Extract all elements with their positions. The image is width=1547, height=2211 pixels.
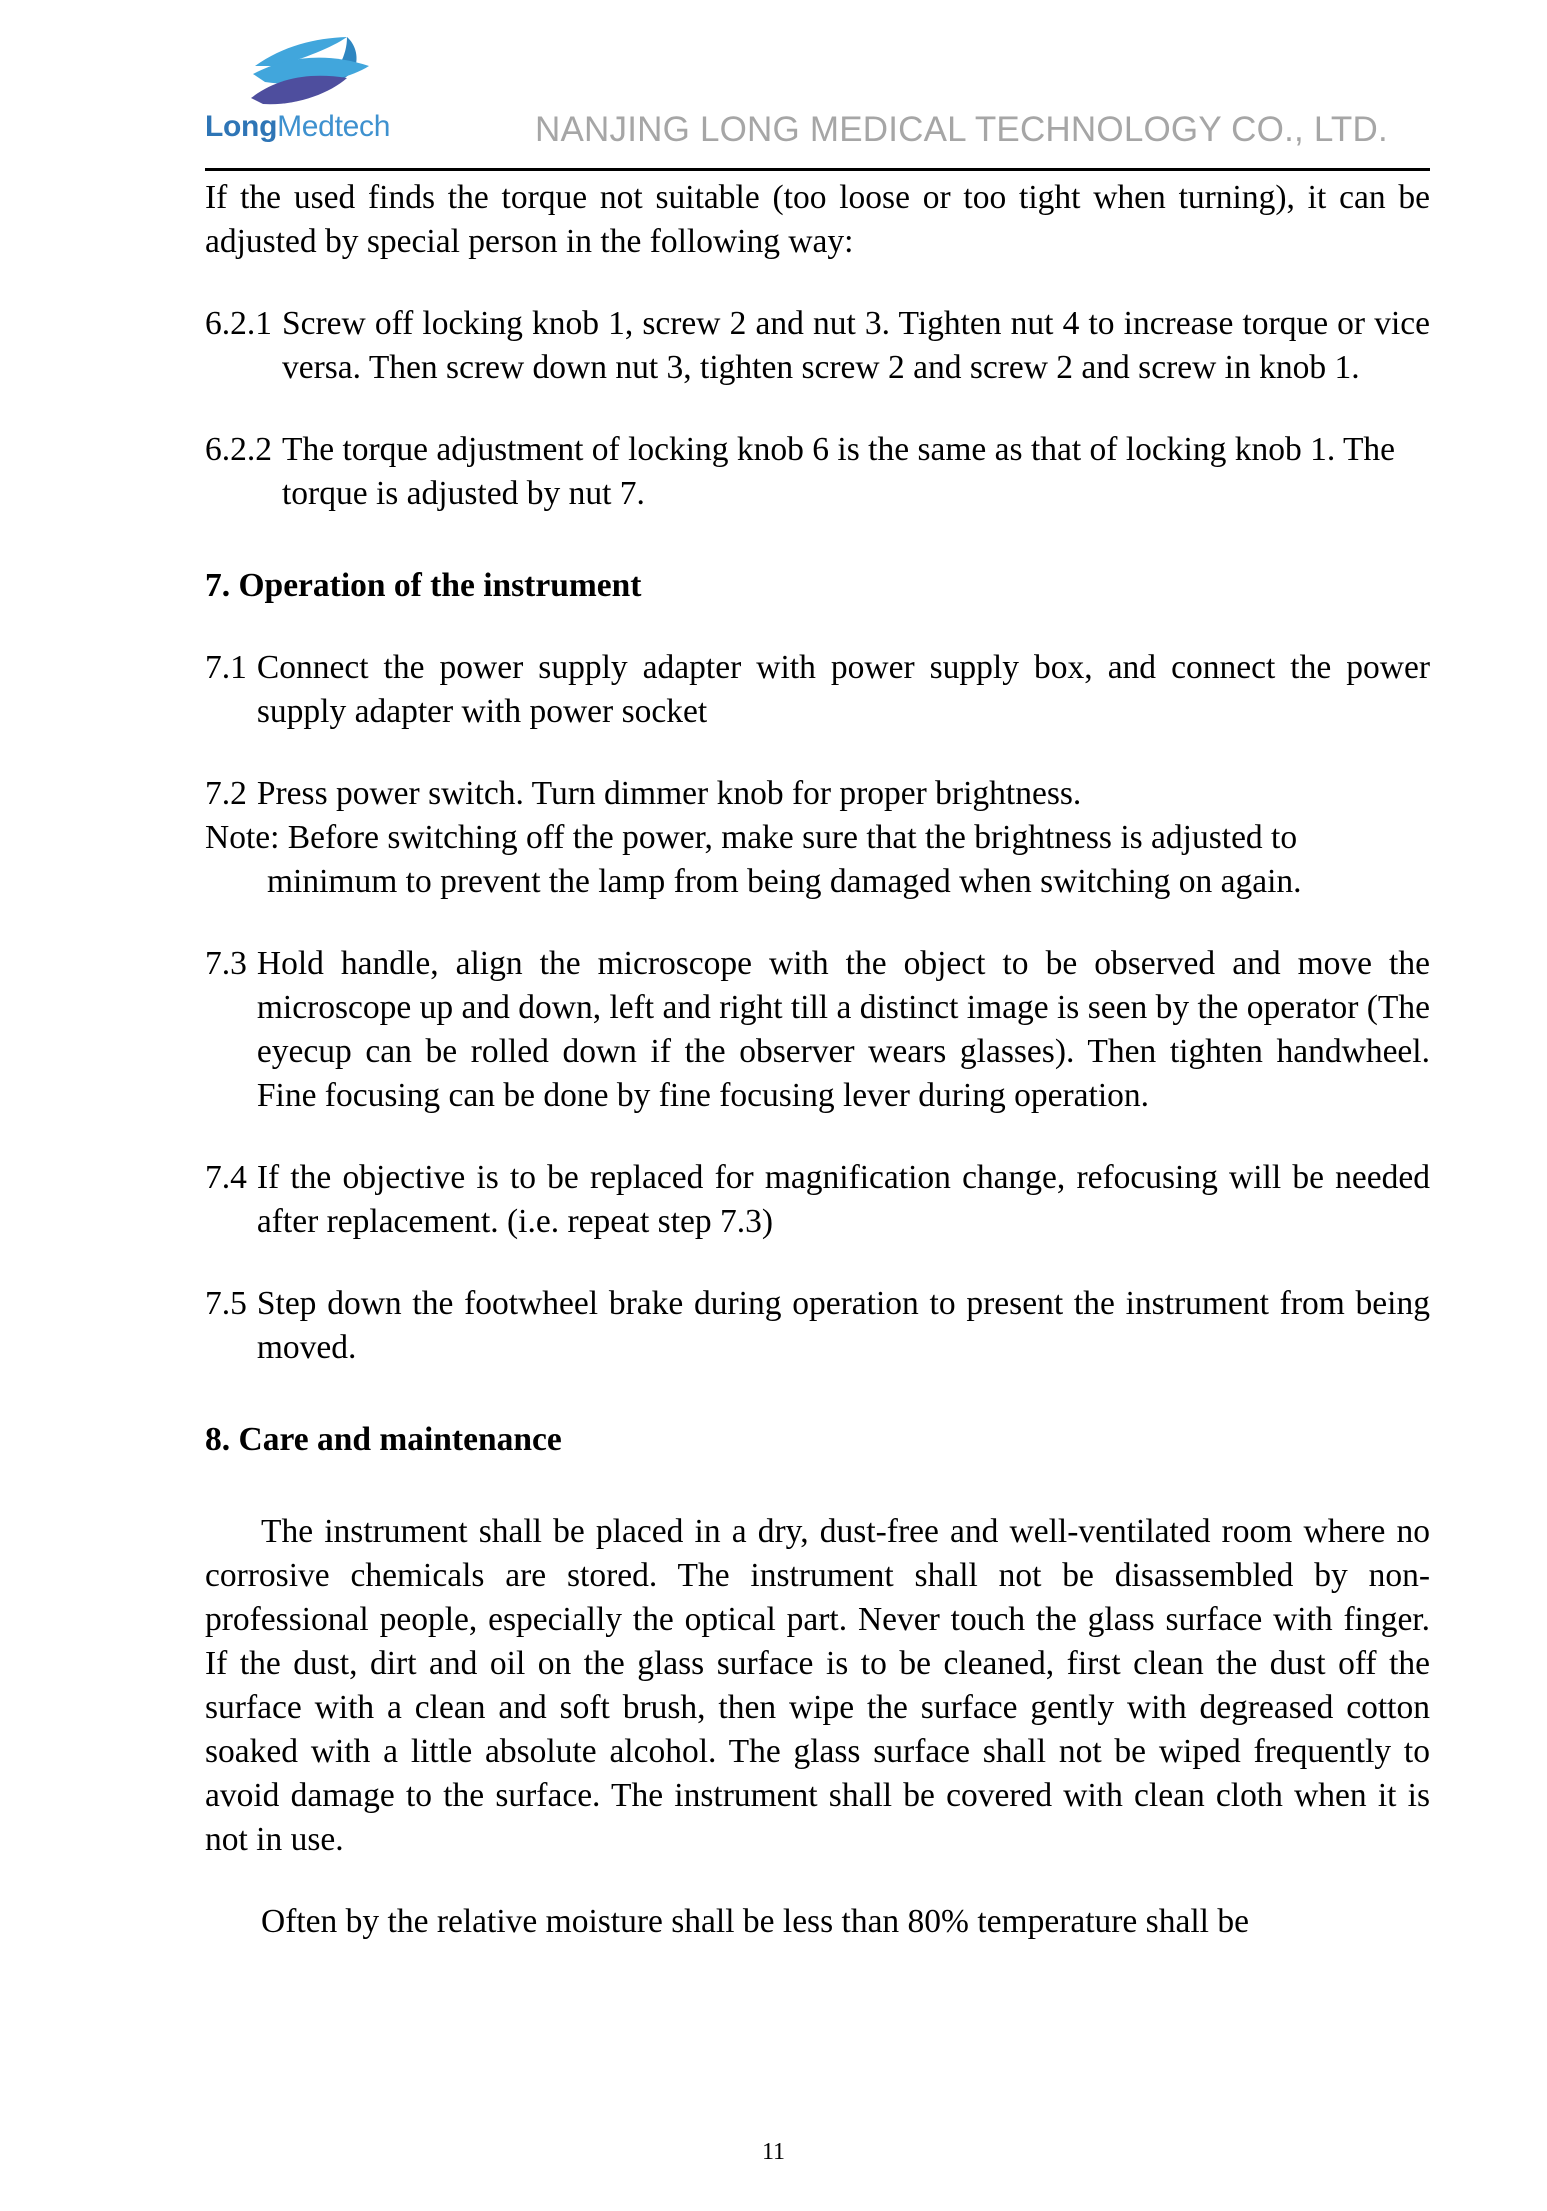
logo-word-medtech: Medtech [277,110,391,143]
header-divider [205,168,1430,171]
spacer [205,1462,1430,1510]
item-text: Screw off locking knob 1, screw 2 and nut 3. Tighten nut 4 to increase torque or vice versa. Then screw down nut 3, tighten screw 2 and screw 2 and screw in knob 1. [282,305,1430,386]
intro-paragraph: If the used finds the torque not suitable (too loose or too tight when turning), it can be adjusted by special person in the following way: [205,179,1430,260]
item-text: Hold handle, align the microscope with the object to be observed and move the microscope up and down, left and right till a distinct image is seen by the operator (The eyecup can be rolled down if the observer wears glasses). Then tighten handwheel. Fine focusing can be done by fine focusing lever during operation. [256,945,1430,1114]
list-item-7-4 [205,1156,1430,1244]
item-label: 6.2.2 [205,431,272,468]
logo-wordmark [205,112,435,142]
spacer [205,1118,1430,1156]
note-line-2: minimum to prevent the lamp from being damaged when switching on again. [267,863,1302,900]
item-text: Connect the power supply adapter with power supply box, and connect the power supply adapter with power socket [256,649,1430,730]
spacer [205,1862,1430,1900]
spacer [205,264,1430,302]
item-text: Press power switch. Turn dimmer knob for proper brightness. [256,775,1082,812]
page-number: 11 [761,2139,786,2165]
company-logo [205,36,435,158]
page-header [205,36,1430,164]
document-body [205,176,1430,1944]
item-label: 7.4 [205,1159,247,1196]
spacer [205,904,1430,942]
spacer [205,390,1430,428]
section-heading-7: 7. Operation of the instrument [205,567,642,604]
list-item-6-2-1 [205,302,1430,390]
item-label: 7.5 [205,1285,247,1322]
longmedtech-swoosh-logo [243,36,383,110]
item-label: 7.1 [205,649,247,686]
logo-word-long: Long [205,110,278,143]
list-item-7-3 [205,942,1430,1118]
list-item-7-1 [205,646,1430,734]
item-label: 7.3 [205,945,247,982]
item-label: 6.2.1 [205,305,272,342]
item-text: If the objective is to be replaced for magnification change, refocusing will be needed after replacement. (i.e. repeat step 7.3) [256,1159,1430,1240]
item-text: Step down the footwheel brake during operation to present the instrument from being moved. [256,1285,1430,1366]
item-text: The torque adjustment of locking knob 6 is the same as that of locking knob 1. The torque is adjusted by nut 7. [282,431,1396,512]
spacer [205,1370,1430,1418]
spacer [205,734,1430,772]
section-heading-8: 8. Care and maintenance [205,1421,562,1458]
company-name: NANJING LONG MEDICAL TECHNOLOGY CO., LTD. [535,110,1388,149]
care-paragraph-2: Often by the relative moisture shall be less than 80% temperature shall be [261,1903,1249,1940]
list-item-7-5 [205,1282,1430,1370]
note-line-1: Note: Before switching off the power, make sure that the brightness is adjusted to [205,819,1298,856]
list-item-7-2 [205,772,1430,816]
item-label: 7.2 [205,775,247,812]
note-block [205,816,1430,904]
spacer [205,516,1430,564]
list-item-6-2-2 [205,428,1430,516]
page-footer [0,2138,1547,2166]
care-paragraph-1: The instrument shall be placed in a dry, dust-free and well-ventilated room where no corrosive chemicals are stored. The instrument shall not be disassembled by non-professional people, especially the optical part. Never touch the glass surface with finger. If the dust, dirt and oil on the glass surface is to be cleaned, first clean the dust off the surface with a clean and soft brush, then wipe the surface gently with degreased cotton soaked with a little absolute alcohol. The glass surface shall not be wiped frequently to avoid damage to the surface. The instrument shall be covered with clean cloth when it is not in use. [205,1513,1430,1858]
spacer [205,1244,1430,1282]
spacer [205,608,1430,646]
